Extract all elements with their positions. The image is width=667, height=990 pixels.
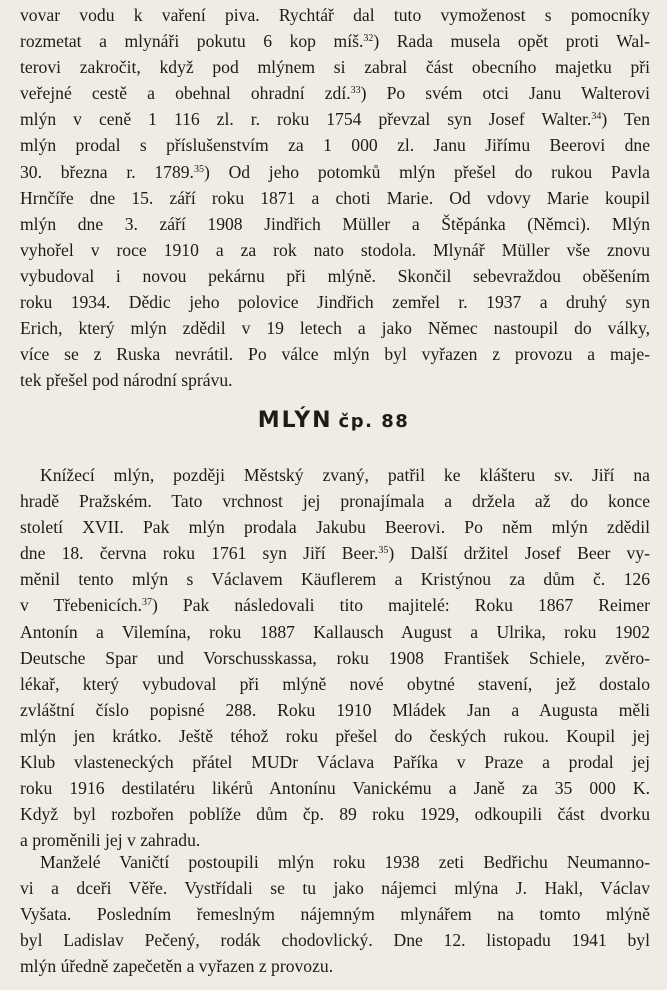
- paragraph-mill-88-owners: [20, 462, 650, 853]
- text-line: Erich, který mlýn zdědil v 19 letech a jako Němec nastoupil do války,: [20, 318, 650, 339]
- footnote-ref: 35: [378, 545, 389, 557]
- text-line: století XVII. Pak mlýn prodala Jakubu Beerovi. Po něm mlýn zdědil: [20, 517, 650, 538]
- text-line: roku 1934. Dědic jeho polovice Jindřich zemřel r. 1937 a druhý syn: [20, 292, 650, 313]
- footnote-ref: 34: [591, 111, 602, 123]
- text-line: byl Ladislav Pečený, rodák chodovlický. Dne 12. listopadu 1941 byl: [20, 930, 650, 951]
- footnote-ref: 33: [350, 85, 361, 97]
- text-line: mlýn jen krátko. Ještě téhož roku přešel do českých rukou. Koupil jej: [20, 725, 650, 746]
- text-line: mlýn v ceně 1 116 zl. r. roku 1754 převzal syn Josef Walter.$^{34}$) Ten: [20, 109, 650, 130]
- text-line: Klub vlasteneckých přátel MUDr Václava Paříka v Praze a prodal jej: [20, 752, 650, 773]
- section-heading: [0, 405, 667, 433]
- text-line: v Třebenicích.$^{37}$) Pak následovali tito majitelé: Roku 1867 Reimer: [20, 595, 650, 616]
- text-line: a proměnili jej v zahradu.: [20, 830, 201, 851]
- footnote-ref: 32: [363, 33, 374, 45]
- section-heading-title: MLÝN: [257, 408, 333, 433]
- text-line: 30. března r. 1789.35) Od jeho potomků mlýn přešel do rukou Pavla: [20, 161, 650, 182]
- section-heading-number: čp. 88: [338, 411, 410, 432]
- paragraph-vanicky-tenants: [20, 849, 650, 979]
- text-line: vyhořel v roce 1910 a za rok nato stodola. Mlynář Müller vše znovu: [20, 239, 650, 260]
- text-line: vi a dceři Věře. Vystřídali se tu jako nájemci mlýna J. Hakl, Václav: [20, 878, 650, 899]
- text-line: mlýn úředně zapečetěn a vyřazen z provozu.: [20, 956, 334, 977]
- text-line: tek přešel pod národní správu.: [20, 370, 233, 391]
- text-line: měnil tento mlýn s Václavem Käuflerem a Kristýnou za dům č. 126: [20, 569, 650, 590]
- paragraph-history-walter-mill: [20, 2, 650, 393]
- text-line: více se z Ruska nevrátil. Po válce mlýn byl vyřazen z provozu a maje-: [20, 344, 650, 365]
- text-line: Když byl rozbořen poblíže dům čp. 89 roku 1929, odkoupili část dvorku: [20, 804, 650, 825]
- text-line: Antonín a Vilemína, roku 1887 Kallausch August a Ulrika, roku 1902: [20, 621, 650, 642]
- text-line: Vyšata. Posledním řemeslným nájemným mlynářem na tomto mlýně: [20, 904, 650, 925]
- footnote-ref: 35: [193, 163, 204, 175]
- text-line: Hrnčíře dne 15. září roku 1871 a choti Marie. Od vdovy Marie koupil: [20, 187, 650, 208]
- text-line: vovar vodu k vaření piva. Rychtář dal tuto vymoženost s pomocníky: [20, 5, 650, 25]
- text-line: terovi zakročit, když pod mlýnem si zabral část obecního majetku při: [20, 57, 650, 78]
- text-line: roku 1916 destilatéru likérů Antonínu Vanickému a Janě za 35 000 K.: [20, 778, 650, 799]
- text-line: Knížecí mlýn, později Městský zvaný, patřil ke klášteru sv. Jiří na: [40, 465, 650, 485]
- text-line: mlýn dne 3. září 1908 Jindřich Müller a Štěpánka (Němci). Mlýn: [20, 213, 650, 234]
- text-line: vybudoval i novou pekárnu při mlýně. Skončil sebevraždou oběšením: [20, 265, 650, 286]
- text-line: mlýn prodal s příslušenstvím za 1 000 zl. Janu Jiřímu Beerovi dne: [20, 135, 650, 156]
- text-line: hradě Pražském. Tato vrchnost jej pronajímala a držela až do konce: [20, 491, 650, 512]
- text-line: Deutsche Spar und Vorschusskassa, roku 1908 František Schiele, zvěro-: [20, 647, 650, 668]
- text-line: Manželé Vaničtí postoupili mlýn roku 1938 zeti Bedřichu Neumanno-: [40, 852, 650, 872]
- text-line: dne 18. června roku 1761 syn Jiří Beer.$^{35}$) Další držitel Josef Beer vy-: [20, 543, 650, 564]
- text-line: lékař, který vybudoval při mlýně nové obytné stavení, jež dostalo: [20, 673, 650, 694]
- footnote-ref: 37: [141, 597, 152, 609]
- text-line: veřejné cestě a obehnal ohradní zdí.$^{33}$) Po svém otci Janu Walterovi: [20, 83, 650, 104]
- text-line: zvláštní číslo popisné 288. Roku 1910 Mládek Jan a Augusta měli: [20, 699, 650, 720]
- text-line: rozmetat a mlynáři pokutu 6 kop míš.$^{32}$) Rada musela opět proti Wal-: [20, 31, 650, 52]
